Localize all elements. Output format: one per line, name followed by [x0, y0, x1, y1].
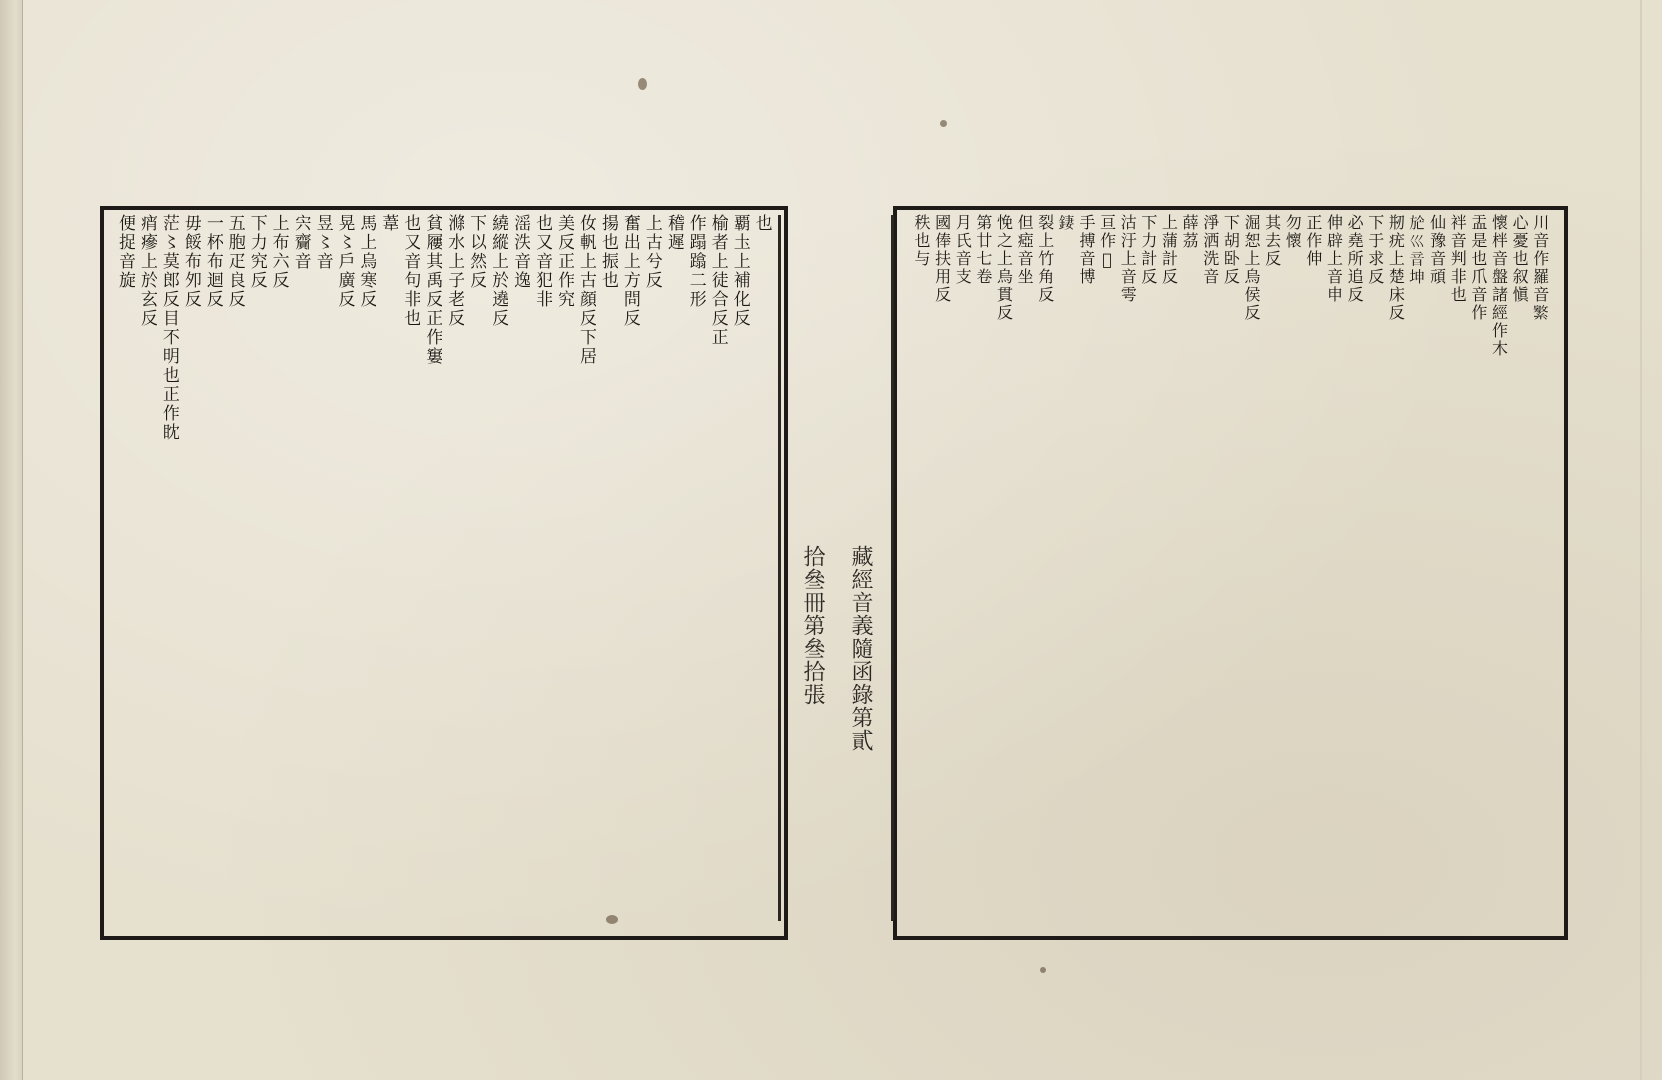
ink-speck	[1040, 967, 1046, 973]
text-column: 便捉音旋	[115, 214, 135, 290]
text-column: 痟瘮上於玄反	[136, 214, 157, 328]
text-column: 葦	[378, 214, 399, 233]
text-column: 𨧬	[1056, 214, 1076, 232]
text-column: 第廿七卷	[973, 214, 993, 286]
text-column: 美反正作究	[554, 214, 575, 309]
text-column: 淨洒洗音	[1200, 214, 1220, 286]
text-column: 下力計反	[1138, 214, 1158, 286]
ink-speck	[940, 120, 947, 127]
text-column: 剏疣上楚床反	[1386, 214, 1406, 322]
text-column: 袢音判非也	[1448, 214, 1468, 304]
text-column: 月氏音支	[953, 214, 973, 286]
text-column: 下胡卧反	[1221, 214, 1241, 286]
text-column: 但瘂音坐	[1015, 214, 1035, 286]
text-column: 仙豫音頑	[1427, 214, 1447, 286]
text-column: 悗之上烏貫反	[994, 214, 1014, 322]
text-column: 淈恕上烏侯反	[1242, 214, 1261, 322]
text-column: 上布六反	[268, 214, 289, 290]
text-column: 昱〻音	[312, 214, 333, 271]
ink-speck	[638, 78, 647, 90]
text-column: 手搏音博	[1077, 214, 1096, 286]
text-column: 懷柈音盤諸經作木	[1489, 214, 1509, 358]
text-column: 沽汙上音雩	[1118, 214, 1138, 304]
text-column: 一杯布迴反	[202, 214, 223, 309]
text-column: 揚也振也	[597, 214, 618, 290]
text-column: 茫〻莫郎反目不明也正作眈	[158, 214, 179, 442]
binding-edge	[0, 0, 23, 1080]
text-column: 下力究反	[246, 214, 267, 290]
text-column: 稽遲	[663, 214, 684, 252]
text-column: 川音作羅音𦅾	[1530, 214, 1550, 322]
volume-label-line: 拾叄冊第叄拾張	[800, 545, 825, 706]
page-fold	[1640, 0, 1642, 1080]
text-column: 繞縱上於遶反	[488, 214, 509, 328]
text-column: 勿懷	[1283, 214, 1303, 250]
text-column: 其去反	[1262, 214, 1282, 268]
text-column: 伸辟上音申	[1324, 214, 1344, 304]
column-divider	[891, 215, 894, 921]
text-column: 㚢軓上古顔反下居	[576, 214, 597, 366]
text-column: 奮出上方問反	[619, 214, 640, 328]
text-column: 下以然反	[466, 214, 487, 290]
text-column: 也又音句非也	[400, 214, 421, 328]
text-column: 國俸扶用反	[932, 214, 952, 304]
text-column: 滛泆音逸	[510, 214, 531, 290]
text-column: 晃〻戶廣反	[334, 214, 355, 309]
text-column: 滌水上子老反	[444, 214, 465, 328]
text-column: 貧屨其禹反正作窶	[422, 214, 443, 366]
text-column: 五胞疋良反	[224, 214, 245, 309]
text-column: 榆者上徒合反正	[707, 214, 728, 347]
text-column: 下于求反	[1365, 214, 1385, 286]
left-text-panel	[100, 206, 788, 940]
text-column: 亘作𣵡	[1097, 214, 1117, 271]
text-column: 上古兮反	[641, 214, 662, 290]
text-column: 毋餒布夘反	[180, 214, 201, 309]
text-column: 覇圡上補化反	[729, 214, 750, 328]
text-column: 宍齎音	[290, 214, 311, 271]
text-column: 也又音犯非	[532, 214, 553, 309]
text-column: 秩也与	[912, 214, 931, 268]
text-column: 裂上竹角反	[1035, 214, 1055, 304]
text-column: 薛茘	[1180, 214, 1200, 250]
left-text-columns	[114, 214, 772, 932]
text-column: 作蹋蹹二形	[685, 214, 706, 309]
volume-label-line: 藏經音義隨函錄第貳	[848, 545, 873, 752]
text-column: 心憂也叙愼	[1510, 214, 1530, 304]
text-column: 盂是也爪音作	[1468, 214, 1488, 322]
text-column: 馬上烏寒反	[356, 214, 377, 309]
text-column: 也	[751, 214, 772, 233]
text-column: 必堯所追反	[1345, 214, 1365, 304]
text-column: 上蒲計反	[1159, 214, 1179, 286]
text-column: 𣃢巛音坤	[1407, 214, 1426, 286]
text-column: 正作伸	[1303, 214, 1323, 268]
right-text-columns	[911, 214, 1550, 932]
right-text-panel	[893, 206, 1568, 940]
volume-label	[797, 545, 875, 845]
